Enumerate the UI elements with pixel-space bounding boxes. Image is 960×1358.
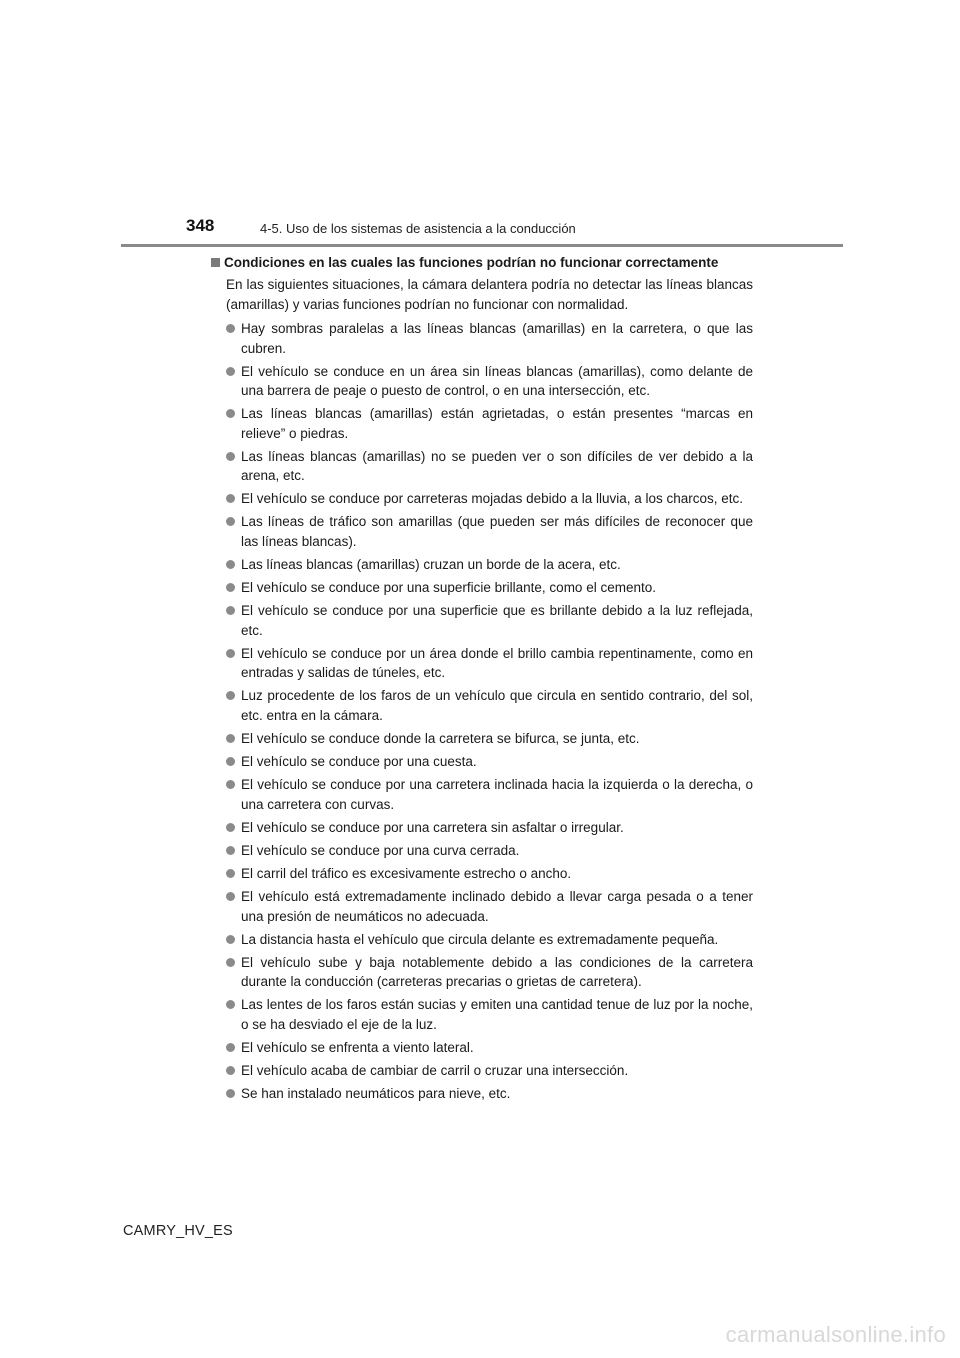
list-item [226, 601, 753, 640]
main-content [211, 254, 753, 1107]
circle-bullet-icon [226, 869, 235, 878]
list-item [226, 1038, 753, 1058]
list-item-text: El vehículo se conduce por una carretera inclinada hacia la izquierda o la derecha, o una carretera con curvas. [241, 777, 753, 812]
list-item [226, 686, 753, 725]
header-divider [121, 244, 843, 247]
circle-bullet-icon [226, 780, 235, 789]
list-item [226, 930, 753, 950]
list-item [226, 578, 753, 598]
circle-bullet-icon [226, 734, 235, 743]
list-item [226, 752, 753, 772]
circle-bullet-icon [226, 1066, 235, 1075]
circle-bullet-icon [226, 324, 235, 333]
list-item-text: Las líneas blancas (amarillas) están agrietadas, o están presentes “marcas en relieve” o piedras. [241, 406, 753, 441]
circle-bullet-icon [226, 606, 235, 615]
section-title: 4-5. Uso de los sistemas de asistencia a la conducción [260, 221, 576, 236]
circle-bullet-icon [226, 649, 235, 658]
list-item-text: Las líneas blancas (amarillas) no se pueden ver o son difíciles de ver debido a la arena, etc. [241, 448, 753, 484]
intro-paragraph: En las siguientes situaciones, la cámara delantera podría no detectar las líneas blancas (amarillas) y varias funciones podrían no funcionar con normalidad. [226, 277, 753, 312]
list-item-text: El vehículo se conduce en un área sin líneas blancas (amarillas), como delante de una barrera de peaje o puesto de control, o en una intersección, etc. [241, 363, 753, 399]
list-item [226, 1084, 753, 1104]
list-item [226, 775, 753, 814]
list-item-text: El vehículo se conduce por una superficie brillante, como el cemento. [241, 580, 656, 596]
list-item [226, 864, 753, 884]
list-item-text: Se han instalado neumáticos para nieve, etc. [241, 1086, 511, 1102]
list-item-text: Hay sombras paralelas a las líneas blancas (amarillas) en la carretera, o que las cubren. [241, 321, 753, 356]
list-item-text: La distancia hasta el vehículo que circula delante es extremadamente pequeña. [241, 931, 719, 947]
circle-bullet-icon [226, 935, 235, 944]
circle-bullet-icon [226, 583, 235, 592]
list-item-text: El vehículo se conduce por una carretera sin asfaltar o irregular. [241, 819, 624, 835]
circle-bullet-icon [226, 1043, 235, 1052]
list-item [226, 512, 753, 551]
page-number: 348 [186, 216, 215, 235]
subsection-heading [211, 254, 753, 272]
list-item [226, 953, 753, 992]
list-item-text: El vehículo acaba de cambiar de carril o cruzar una intersección. [241, 1063, 629, 1079]
list-item-text: El vehículo sube y baja notablemente debido a las condiciones de la carretera durante la conducción (carreteras precarias o grietas de carretera). [241, 954, 753, 990]
list-item-text: Las líneas blancas (amarillas) cruzan un borde de la acera, etc. [241, 557, 621, 573]
list-item [226, 489, 753, 509]
list-item-text: El vehículo se enfrenta a viento lateral. [241, 1039, 474, 1055]
list-item [226, 729, 753, 749]
list-item [226, 995, 753, 1034]
list-item-text: El vehículo se conduce donde la carretera se bifurca, se junta, etc. [241, 731, 640, 747]
list-item [226, 555, 753, 575]
circle-bullet-icon [226, 846, 235, 855]
list-item [226, 447, 753, 486]
list-item-text: El vehículo se conduce por una curva cerrada. [241, 842, 520, 858]
list-item-text: El vehículo se conduce por carreteras mojadas debido a la lluvia, a los charcos, etc. [241, 491, 744, 507]
circle-bullet-icon [226, 560, 235, 569]
watermark: carmanualsonline.info [725, 1322, 946, 1347]
circle-bullet-icon [226, 517, 235, 526]
circle-bullet-icon [226, 494, 235, 503]
circle-bullet-icon [226, 1089, 235, 1098]
circle-bullet-icon [226, 452, 235, 461]
list-item-text: Las líneas de tráfico son amarillas (que pueden ser más difíciles de reconocer que las líneas blancas). [241, 514, 753, 549]
list-item [226, 1061, 753, 1081]
conditions-list [226, 319, 753, 1104]
subsection-heading-text: Condiciones en las cuales las funciones podrían no funcionar correctamente [224, 255, 719, 270]
list-item [226, 362, 753, 401]
circle-bullet-icon [226, 691, 235, 700]
circle-bullet-icon [226, 409, 235, 418]
square-bullet-icon [211, 258, 220, 267]
list-item [226, 644, 753, 683]
list-item-text: El vehículo se conduce por una cuesta. [241, 754, 477, 770]
circle-bullet-icon [226, 823, 235, 832]
list-item-text: El carril del tráfico es excesivamente estrecho o ancho. [241, 866, 572, 881]
list-item [226, 404, 753, 443]
circle-bullet-icon [226, 367, 235, 376]
list-item-text: Luz procedente de los faros de un vehículo que circula en sentido contrario, del sol, etc. entra en la cámara. [241, 688, 753, 723]
list-item [226, 841, 753, 861]
document-code: CAMRY_HV_ES [123, 1223, 233, 1239]
list-item-text: El vehículo está extremadamente inclinado debido a llevar carga pesada o a tener una presión de neumáticos no adecuada. [241, 889, 753, 924]
circle-bullet-icon [226, 1000, 235, 1009]
list-item [226, 818, 753, 838]
circle-bullet-icon [226, 958, 235, 967]
list-item-text: El vehículo se conduce por un área donde el brillo cambia repentinamente, como en entradas y salidas de túneles, etc. [241, 645, 753, 681]
circle-bullet-icon [226, 757, 235, 766]
list-item [226, 319, 753, 358]
list-item-text: El vehículo se conduce por una superficie que es brillante debido a la luz reflejada, etc. [241, 603, 753, 638]
circle-bullet-icon [226, 892, 235, 901]
list-item-text: Las lentes de los faros están sucias y emiten una cantidad tenue de luz por la noche, o se ha desviado el eje de la luz. [241, 997, 753, 1032]
list-item [226, 887, 753, 926]
